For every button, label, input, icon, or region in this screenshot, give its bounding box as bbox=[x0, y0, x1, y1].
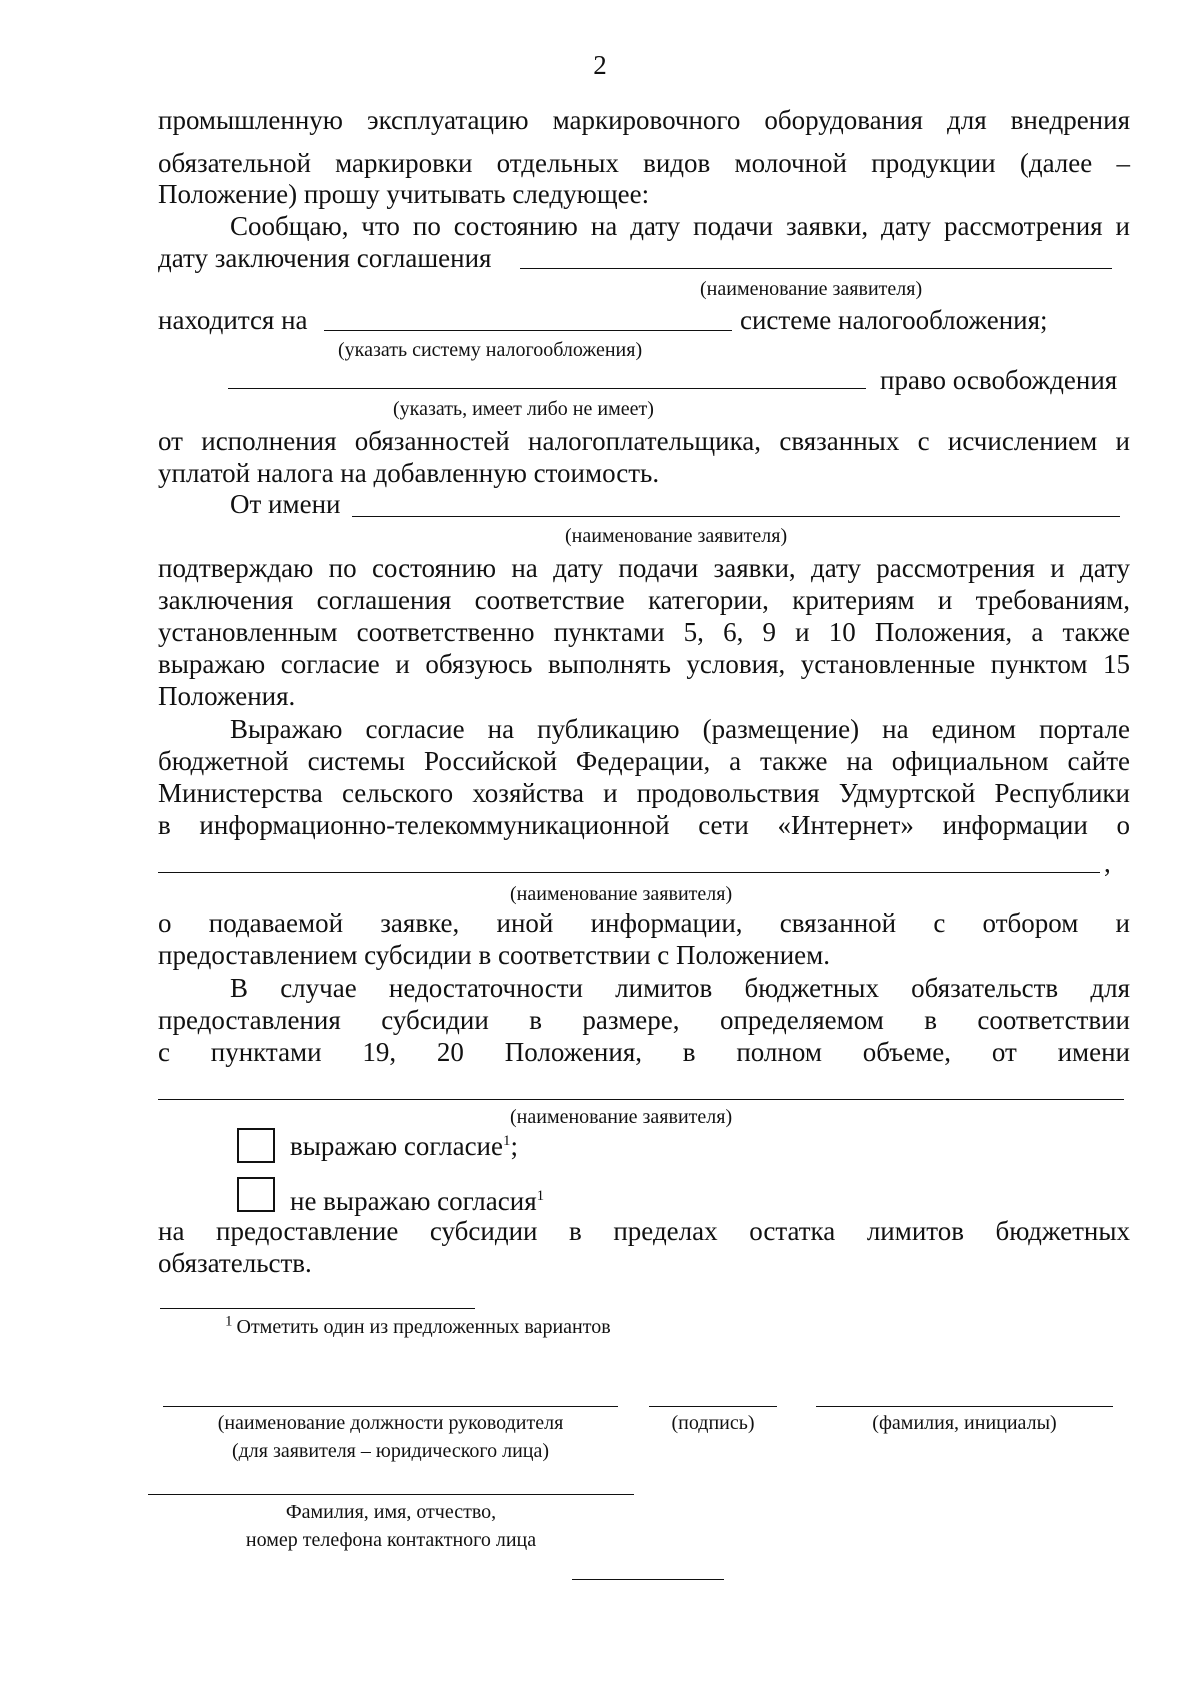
applicant-name-blank-1[interactable] bbox=[520, 268, 1112, 269]
hint-applicant-name-1: (наименование заявителя) bbox=[700, 278, 923, 300]
para5-line3: с пунктами 19, 20 Положения, в полном объеме, от имени bbox=[158, 1037, 1130, 1067]
contact-caption-line1: Фамилия, имя, отчество, bbox=[285, 1501, 497, 1523]
para2-exemption-label: право освобождения bbox=[880, 365, 1118, 395]
hint-exemption: (указать, имеет либо не имеет) bbox=[393, 398, 654, 420]
para3-on-behalf-label: От имени bbox=[230, 489, 341, 519]
para5-line1: В случае недостаточности лимитов бюджетных обязательств для bbox=[230, 973, 1130, 1003]
consent-option bbox=[290, 1131, 518, 1162]
para2-line5: от исполнения обязанностей налогоплательщика, связанных с исчислением и bbox=[158, 426, 1130, 456]
applicant-name-blank-2[interactable] bbox=[352, 516, 1120, 517]
consent-option-label: выражаю согласие bbox=[290, 1131, 503, 1161]
consent-option-tail: ; bbox=[510, 1131, 519, 1161]
para4-line6: предоставлением субсидии в соответствии с Положением. bbox=[158, 940, 830, 970]
position-blank[interactable] bbox=[163, 1406, 618, 1407]
no-consent-option bbox=[290, 1186, 544, 1217]
para3-line3: заключения соглашения соответствие категории, критериям и требованиям, bbox=[158, 585, 1130, 615]
para2-line1: Сообщаю, что по состоянию на дату подачи заявки, дату рассмотрения и bbox=[230, 211, 1130, 241]
signature-caption: (подпись) bbox=[671, 1412, 755, 1434]
para4-line2: бюджетной системы Российской Федерации, а также на официальном сайте bbox=[158, 746, 1130, 776]
para1-line3: Положение) прошу учитывать следующее: bbox=[158, 179, 650, 209]
consent-footnote-mark: 1 bbox=[503, 1133, 511, 1149]
no-consent-option-label: не выражаю согласия bbox=[290, 1186, 537, 1216]
applicant-name-blank-3[interactable] bbox=[158, 872, 1100, 873]
para4-line4: в информационно-телекоммуникационной сети «Интернет» информации о bbox=[158, 810, 1130, 840]
no-consent-footnote-mark: 1 bbox=[536, 1188, 545, 1204]
name-caption: (фамилия, инициалы) bbox=[872, 1412, 1057, 1434]
para4-line1: Выражаю согласие на публикацию (размещение) на едином портале bbox=[230, 714, 1130, 744]
para3-line5: выражаю согласие и обязуюсь выполнять условия, установленные пунктом 15 bbox=[158, 649, 1130, 679]
exemption-right-blank[interactable] bbox=[228, 388, 866, 389]
para4-line3: Министерства сельского хозяйства и продовольствия Удмуртской Республики bbox=[158, 778, 1130, 808]
para5-line5: обязательств. bbox=[158, 1248, 312, 1278]
footnote-text: Отметить один из предложенных вариантов bbox=[236, 1316, 611, 1338]
signature-blank[interactable] bbox=[649, 1406, 777, 1407]
para4-line5: о подаваемой заявке, иной информации, связанной с отбором и bbox=[158, 908, 1130, 938]
footnote bbox=[225, 1315, 611, 1339]
contact-caption-line2: номер телефона контактного лица bbox=[245, 1529, 537, 1551]
para3-line6: Положения. bbox=[158, 681, 296, 711]
para2-located-label: находится на bbox=[158, 305, 308, 335]
para2-tax-system-label: системе налогообложения; bbox=[740, 305, 1048, 335]
para3-line4: установленным соответственно пунктами 5, 6, 9 и 10 Положения, а также bbox=[158, 617, 1130, 647]
para1-line1: промышленную эксплуатацию маркировочного оборудования для внедрения bbox=[158, 105, 1130, 135]
para3-line2: подтверждаю по состоянию на дату подачи заявки, дату рассмотрения и дату bbox=[158, 553, 1130, 583]
closing-rule bbox=[572, 1579, 724, 1580]
position-caption-line1: (наименование должности руководителя bbox=[217, 1412, 564, 1434]
contact-blank[interactable] bbox=[148, 1494, 634, 1495]
name-blank[interactable] bbox=[816, 1406, 1113, 1407]
para2-line2: дату заключения соглашения bbox=[158, 243, 492, 273]
hint-tax-system: (указать систему налогообложения) bbox=[338, 339, 643, 361]
para5-line4: на предоставление субсидии в пределах остатка лимитов бюджетных bbox=[158, 1216, 1130, 1246]
page-number: 2 bbox=[593, 50, 607, 80]
no-consent-checkbox[interactable] bbox=[237, 1177, 275, 1212]
para1-line2: обязательной маркировки отдельных видов молочной продукции (далее – bbox=[158, 148, 1130, 178]
hint-applicant-name-2: (наименование заявителя) bbox=[565, 525, 788, 547]
position-caption-line2: (для заявителя – юридического лица) bbox=[231, 1440, 550, 1462]
applicant-name-blank-4[interactable] bbox=[158, 1099, 1124, 1100]
footnote-mark: 1 bbox=[225, 1313, 233, 1330]
para5-line2: предоставления субсидии в размере, определяемом в соответствии bbox=[158, 1005, 1130, 1035]
para2-line6: уплатой налога на добавленную стоимость. bbox=[158, 458, 660, 488]
footnote-separator bbox=[160, 1308, 475, 1309]
tax-system-blank[interactable] bbox=[324, 330, 732, 331]
para4-comma: , bbox=[1104, 848, 1111, 878]
hint-applicant-name-4: (наименование заявителя) bbox=[510, 1106, 733, 1128]
hint-applicant-name-3: (наименование заявителя) bbox=[510, 883, 733, 905]
consent-checkbox[interactable] bbox=[237, 1128, 275, 1163]
